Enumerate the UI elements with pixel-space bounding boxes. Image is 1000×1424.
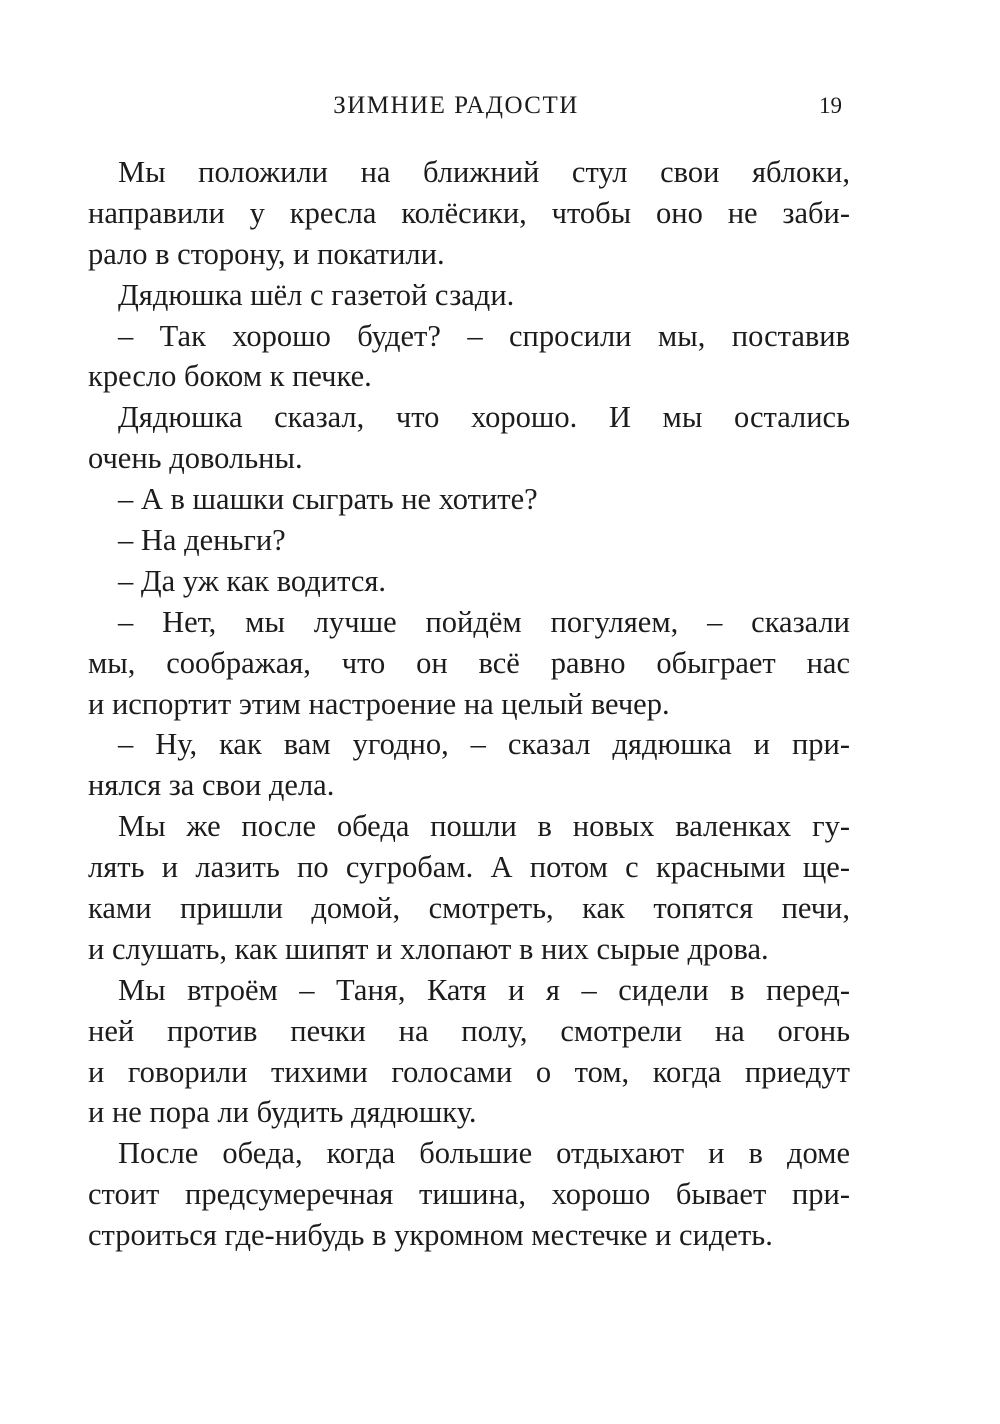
text-line: Мы втроём – Таня, Катя и я – сидели в перед- — [118, 972, 850, 1007]
text-line: ней против печки на полу, смотрели на огонь — [88, 1013, 850, 1048]
text-line: Дядюшка сказал, что хорошо. И мы остались — [118, 400, 850, 435]
text-line: – Так хорошо будет? – спросили мы, поставив — [118, 318, 850, 353]
text-line: очень довольны. — [88, 441, 303, 476]
text-line: Мы же после обеда пошли в новых валенках гу- — [118, 809, 850, 844]
text-line: и говорили тихими голосами о том, когда приедут — [88, 1054, 850, 1089]
body-text — [88, 152, 850, 1256]
text-line: – На деньги? — [118, 523, 286, 558]
text-line: рало в сторону, и покатили. — [88, 236, 445, 271]
text-line: нялся за свои дела. — [88, 768, 335, 803]
chapter-title: ЗИМНИЕ РАДОСТИ — [333, 92, 579, 119]
running-header — [0, 88, 1000, 124]
text-line: и слушать, как шипят и хлопают в них сырые дрова. — [88, 931, 769, 966]
text-line: лять и лазить по сугробам. А потом с красными ще- — [88, 850, 850, 885]
text-line: – Нет, мы лучше пойдём погуляем, – сказали — [118, 604, 850, 639]
text-line: ками пришли домой, смотреть, как топятся печи, — [88, 891, 850, 926]
page-number: 19 — [819, 93, 842, 118]
text-line: – Ну, как вам угодно, – сказал дядюшка и при- — [118, 727, 850, 762]
text-line: и не пора ли будить дядюшку. — [88, 1095, 477, 1130]
text-line: Мы положили на ближний стул свои яблоки, — [118, 155, 850, 189]
text-line: и испортит этим настроение на целый вечер. — [88, 686, 670, 721]
text-line: – А в шашки сыграть не хотите? — [118, 482, 538, 517]
text-line: строиться где-нибудь в укромном местечке и сидеть. — [88, 1218, 773, 1253]
text-line: Дядюшка шёл с газетой сзади. — [118, 277, 515, 312]
text-line: – Да уж как водится. — [118, 563, 387, 598]
text-line: После обеда, когда большие отдыхают и в доме — [118, 1136, 850, 1171]
text-line: стоит предсумеречная тишина, хорошо бывает при- — [88, 1177, 850, 1212]
text-line: направили у кресла колёсики, чтобы оно не заби- — [88, 195, 850, 230]
text-line: кресло боком к печке. — [88, 359, 372, 394]
text-line: мы, соображая, что он всё равно обыграет нас — [88, 645, 850, 680]
